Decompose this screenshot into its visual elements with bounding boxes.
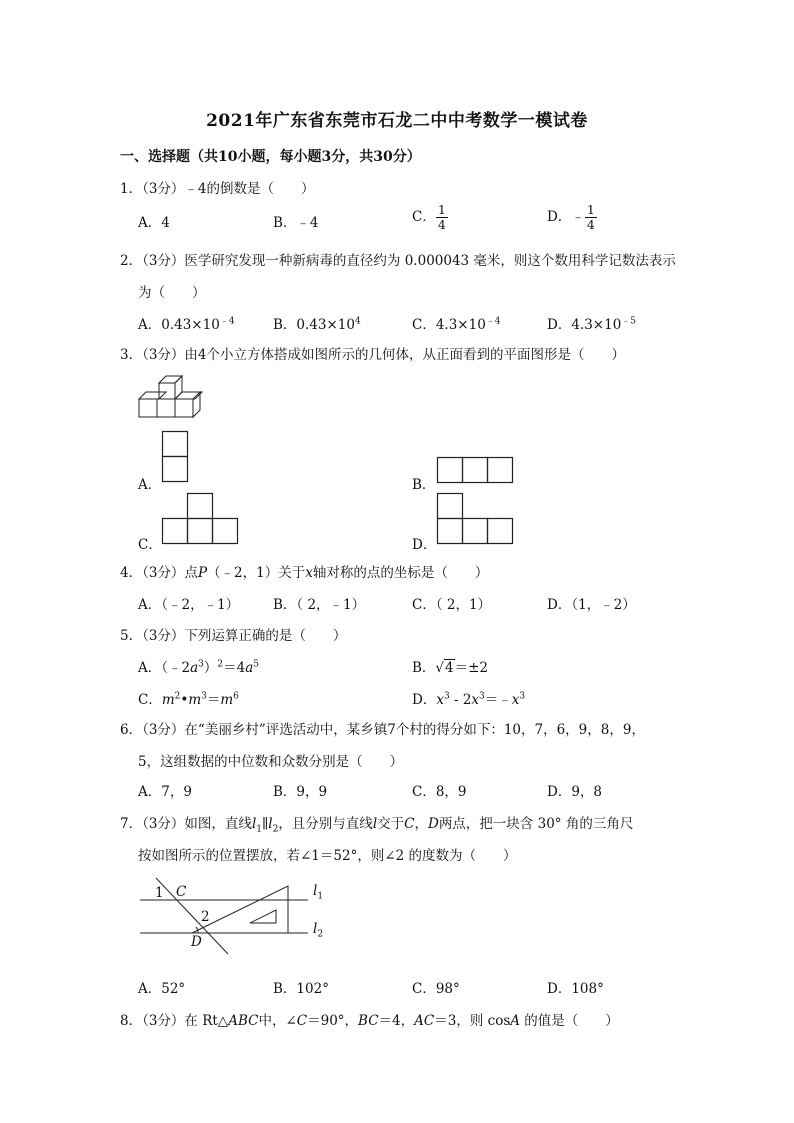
var: BC [358, 1013, 379, 1029]
q1-option-a[interactable]: A．4 [138, 215, 170, 231]
exponent: ﹣4 [219, 316, 235, 327]
text: ＝4 [223, 660, 246, 676]
text: 两点，把一块含 30° 角的三角尺 [438, 816, 634, 832]
var: D [427, 816, 439, 832]
q6-option-c[interactable]: C．8，9 [412, 784, 467, 800]
question-1-stem: 1．（3分）﹣4的倒数是（ ） [120, 181, 315, 197]
var: C [296, 1013, 308, 1029]
text: • [180, 692, 189, 708]
q3-option-c[interactable]: C． [138, 537, 162, 553]
q3-cube-figure [138, 373, 208, 421]
q7-fig-label-2: 2 [201, 909, 210, 925]
var: a [190, 660, 199, 676]
var: ABC [228, 1013, 259, 1029]
var: l [268, 816, 273, 832]
numerator: 1 [586, 202, 595, 217]
var: C [404, 816, 415, 832]
minus-sign: ﹣ [571, 209, 585, 225]
q4-option-b[interactable]: B．（ 2，﹣1） [273, 597, 366, 613]
exponent: 2 [217, 659, 224, 670]
q3-option-a[interactable]: A． [138, 477, 162, 493]
question-6-stem-line1: 6．（3分）在“美丽乡村”评选活动中，某乡镇7个村的得分如下：10，7，6，9，8，9， [120, 722, 645, 738]
q7-option-b[interactable]: B．102° [273, 981, 329, 997]
question-6-stem-line2: 5，这组数据的中位数和众数分别是（ ） [138, 754, 404, 770]
exponent: 4 [354, 316, 361, 327]
text: ∥ [262, 816, 269, 832]
exponent: 3 [443, 691, 450, 702]
question-3-stem: 3．（3分）由4个小立方体搭成如图所示的几何体，从正面看到的平面图形是（ ） [120, 347, 626, 363]
var: AC [414, 1013, 435, 1029]
q1-option-b[interactable]: B．﹣4 [273, 215, 319, 231]
q7-fig-label-d: D [191, 934, 202, 950]
text: - 2 [449, 692, 472, 708]
var: A [510, 1013, 520, 1029]
q6-option-d[interactable]: D．9，8 [547, 784, 603, 800]
text: 的值是（ ） [520, 1013, 619, 1029]
text: ＝﹣ [484, 692, 512, 708]
var: m [161, 692, 175, 708]
text: ） [203, 660, 218, 676]
q3-option-d-figure[interactable] [437, 493, 515, 545]
q1-option-d[interactable] [547, 203, 597, 232]
q3-option-b[interactable]: B． [412, 477, 436, 493]
subscript: 2 [272, 824, 279, 835]
text: 7．（3分）如图，直线 [120, 816, 252, 832]
q6-option-b[interactable]: B．9，9 [273, 784, 328, 800]
q1-d-fraction [585, 203, 597, 232]
q3-option-c-figure[interactable] [162, 493, 240, 545]
text: ＝90°， [307, 1013, 359, 1029]
q2-option-c[interactable] [412, 313, 501, 333]
q4-option-a[interactable]: A．（﹣2，﹣1） [138, 597, 240, 613]
page-title: 2021年广东省东莞市石龙二中中考数学一模试卷 [206, 111, 588, 131]
subscript: 1 [317, 891, 324, 902]
denominator: 4 [586, 217, 595, 232]
question-7-stem-line1 [120, 812, 633, 835]
q7-figure [140, 876, 340, 956]
text: ＝3，则 cos [434, 1013, 511, 1029]
exponent: 3 [198, 659, 204, 670]
var: m [220, 692, 234, 708]
exponent: ﹣5 [621, 316, 637, 327]
q1-c-fraction [436, 203, 448, 232]
q1-d-label: D． [547, 209, 572, 225]
q7-fig-label-l2 [313, 921, 323, 940]
exponent: 3 [519, 691, 526, 702]
subscript: 1 [256, 824, 262, 835]
question-7-stem-line2: 按如图所示的位置摆放，若∠1＝52°，则∠2 的度数为（ ） [138, 848, 517, 864]
question-5-stem: 5．（3分）下列运算正确的是（ ） [120, 628, 347, 644]
option-text: C．4.3×10 [412, 317, 486, 333]
var: m [188, 692, 202, 708]
denominator: 4 [437, 217, 446, 232]
text: ＝±2 [454, 660, 489, 676]
var: l [313, 883, 318, 899]
q3-option-d[interactable]: D． [412, 537, 437, 553]
q7-fig-label-1: 1 [155, 885, 164, 901]
var: x [471, 692, 480, 708]
var: a [245, 660, 254, 676]
exponent: 3 [479, 691, 485, 702]
radicand: 4 [445, 660, 454, 676]
exponent: 3 [201, 691, 207, 702]
option-text: A．0.43×10 [138, 317, 220, 333]
q7-option-c[interactable]: C．98° [412, 981, 460, 997]
var: x [511, 692, 520, 708]
text: 中，∠ [258, 1013, 297, 1029]
text: 8．（3分）在 Rt△ [120, 1013, 229, 1029]
q4-option-c[interactable]: C．（ 2，1） [412, 597, 492, 613]
var: l [372, 816, 378, 832]
exponent: 6 [233, 691, 239, 702]
question-4-stem [120, 561, 488, 581]
numerator: 1 [437, 202, 446, 217]
sqrt-icon: √ [435, 660, 445, 676]
stem-text: 4．（3分）点 [120, 565, 198, 581]
q3-option-a-figure[interactable] [162, 431, 188, 483]
text: ＝ [206, 692, 221, 708]
q2-option-d[interactable] [547, 313, 636, 333]
var: l [251, 816, 257, 832]
section-heading: 一、选择题（共10小题，每小题3分，共30分） [120, 149, 421, 165]
q2-option-b[interactable] [273, 313, 361, 333]
stem-text: （﹣2，1）关于 [207, 565, 306, 581]
q5-option-b[interactable] [412, 656, 488, 676]
variable-x: x [305, 565, 313, 581]
stem-text: 轴对称的点的坐标是（ ） [312, 565, 489, 581]
q7-fig-label-l1 [313, 883, 323, 902]
var: x [436, 692, 444, 708]
text: C． [138, 692, 162, 708]
point-p: P [197, 565, 208, 581]
question-2-stem-line1: 2．（3分）医学研究发现一种新病毒的直径约为 0.000043 毫米，则这个数用科学记数法表示 [120, 253, 676, 269]
text: ， [414, 816, 428, 832]
exponent: ﹣4 [485, 316, 501, 327]
q5-option-d[interactable] [412, 688, 525, 708]
var: l [313, 921, 318, 937]
option-text: D．4.3×10 [547, 317, 622, 333]
question-8-stem [120, 1009, 619, 1029]
q1-option-c[interactable] [412, 203, 448, 232]
exponent: 2 [174, 691, 181, 702]
text: A．（﹣2 [138, 660, 191, 676]
text: B． [412, 660, 436, 676]
q6-option-a[interactable]: A．7，9 [138, 784, 192, 800]
option-text: B．0.43×10 [273, 317, 355, 333]
q3-option-b-figure[interactable] [437, 457, 515, 483]
q7-fig-label-c: C [176, 884, 187, 900]
q7-option-a[interactable]: A．52° [138, 981, 186, 997]
q5-option-a[interactable] [138, 656, 259, 676]
text: D． [412, 692, 437, 708]
exponent: 5 [253, 659, 260, 670]
q2-option-a[interactable] [138, 313, 235, 333]
text: ，且分别与直线 [278, 816, 373, 832]
q1-c-label: C． [412, 209, 436, 225]
text: 交于 [377, 816, 405, 832]
text: ＝4， [378, 1013, 415, 1029]
q4-option-d[interactable]: D．（1，﹣2） [547, 597, 636, 613]
q7-option-d[interactable]: D．108° [547, 981, 604, 997]
subscript: 2 [317, 929, 324, 940]
question-2-stem-line2: 为（ ） [138, 285, 206, 301]
q5-option-c[interactable] [138, 688, 239, 708]
